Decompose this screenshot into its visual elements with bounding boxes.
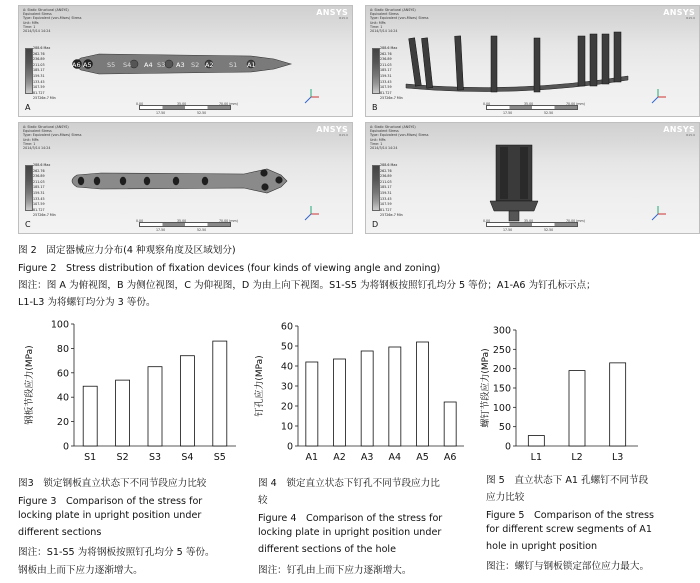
bar-a2 xyxy=(334,359,346,446)
scale-t2: 70.00 (mm) xyxy=(566,102,585,106)
zone-label-a6: A6 xyxy=(72,61,81,69)
zone-label-s2: S2 xyxy=(191,61,200,69)
fig4-en-2: locking plate in upright position under xyxy=(258,527,442,538)
fig4-cn-1: 图 4 锁定直立状态下钉孔不同节段应力比 xyxy=(258,478,440,489)
fig4-en-1: Figure 4 Comparison of the stress for xyxy=(258,513,443,524)
panel-header: A: Static Structural (ANSYS) Equivalent Stress Type: Equivalent (von-Mises) Stress Unit: MPa Time: 1 2014/3/14 14:24 xyxy=(370,8,429,34)
plate-hole-a3 xyxy=(165,60,173,68)
scale-t0: 0.00 xyxy=(136,102,144,106)
zone-label-a4: A4 xyxy=(144,61,153,69)
ansys-version: R15.0 xyxy=(339,16,348,20)
bar-s5 xyxy=(213,341,227,446)
x-tick-label-s5: S5 xyxy=(213,452,226,463)
zone-label-a5: A5 xyxy=(83,61,92,69)
zone-label-a2: A2 xyxy=(205,61,214,69)
axis-triad-icon xyxy=(649,88,667,106)
bottom-hole-7 xyxy=(260,169,267,176)
fig3-note-1: 图注：S1-S5 为将钢板按照钉孔均分 5 等份。 xyxy=(18,547,215,558)
bottom-hole-9 xyxy=(275,176,282,183)
x-tick-label-l1: L1 xyxy=(530,452,543,463)
bottom-hole-4 xyxy=(144,177,150,185)
axis-triad-icon xyxy=(302,88,320,106)
scale-t1: 35.00 xyxy=(524,219,534,223)
fea-panel-b xyxy=(365,5,700,117)
y-axis-label: 螺钉节段应力(MPa) xyxy=(481,348,491,428)
scale-t4: 52.50 xyxy=(544,111,554,115)
scale-t2: 70.00 (mm) xyxy=(219,219,238,223)
fig3-en-2: locking plate in upright position under xyxy=(18,510,202,521)
y-tick-label: 250 xyxy=(492,344,511,356)
bar-a1 xyxy=(306,362,318,446)
bar-a4 xyxy=(389,347,401,446)
zone-label-s5: S5 xyxy=(107,61,116,69)
ansys-version: R15.0 xyxy=(686,16,695,20)
panel-header: A: Static Structural (ANSYS) Equivalent Stress Type: Equivalent (von-Mises) Stress Unit: MPa Time: 1 2014/3/14 14:24 xyxy=(370,125,429,151)
fig5-en-2: for different screw segments of A1 xyxy=(486,524,652,535)
bar-s2 xyxy=(116,380,130,446)
y-tick-label: 30 xyxy=(280,381,293,393)
x-tick-label-a4: A4 xyxy=(388,452,402,463)
axis-triad-icon xyxy=(649,205,667,223)
scale-t2: 70.00 (mm) xyxy=(566,219,585,223)
scale-t2: 70.00 (mm) xyxy=(219,102,238,106)
zone-label-s1: S1 xyxy=(229,61,238,69)
bar-l3 xyxy=(610,363,626,446)
y-tick-label: 100 xyxy=(50,319,69,331)
bottom-hole-8 xyxy=(261,183,268,190)
y-axis-label: 钉孔应力(MPa) xyxy=(255,355,265,417)
stress-legend-values: 288.6 Max 262.76 236.89 211.03 185.17 159.31 133.45 107.59 81.727 25726e-7 Min xyxy=(33,46,56,101)
scale-t0: 0.00 xyxy=(483,219,491,223)
scale-t1: 35.00 xyxy=(177,219,187,223)
x-tick-label-a3: A3 xyxy=(360,452,374,463)
fig3-note-2: 钢板由上而下应力逐渐增大。 xyxy=(18,565,143,576)
fig4-cn-2: 较 xyxy=(258,495,268,506)
fig3-en-3: different sections xyxy=(18,527,102,538)
bar-l2 xyxy=(569,371,585,446)
scale-t4: 52.50 xyxy=(544,228,554,232)
ansys-logo: ANSYS xyxy=(663,8,695,17)
fig2-en-title: Figure 2 Stress distribution of fixation devices (four kinds of viewing angle and zoning) xyxy=(18,263,441,274)
bar-s1 xyxy=(83,386,97,446)
panel-label: A xyxy=(25,103,31,112)
scale-t0: 0.00 xyxy=(483,102,491,106)
stress-legend-values: 288.6 Max 262.76 236.89 211.03 185.17 159.31 133.45 107.59 81.727 25726e-7 Min xyxy=(33,163,56,218)
zone-label-a3: A3 xyxy=(176,61,185,69)
fig3-bar-chart xyxy=(18,312,240,470)
fig2-note-1: 图注：图 A 为俯视图，B 为侧位视图，C 为仰视图，D 为由上向下视图。S1-S5 为将钢板按照钉孔均分 5 等份；A1-A6 为钉孔标示点； xyxy=(18,280,596,291)
fig5-note: 图注：螺钉与钢板锁定部位应力最大。 xyxy=(486,561,650,572)
fig3-en-1: Figure 3 Comparison of the stress for xyxy=(18,496,203,507)
y-tick-label: 0 xyxy=(504,441,511,453)
scale-t1: 35.00 xyxy=(524,102,534,106)
bottom-hole-2 xyxy=(94,177,100,185)
x-tick-label-a1: A1 xyxy=(305,452,319,463)
zone-label-s3: S3 xyxy=(157,61,166,69)
fig5-en-1: Figure 5 Comparison of the stress xyxy=(486,510,655,521)
panel-label: D xyxy=(372,220,379,229)
bottom-hole-6 xyxy=(202,177,208,185)
x-tick-label-l2: L2 xyxy=(571,452,583,463)
bar-s3 xyxy=(148,367,162,446)
fig2-note-2: L1-L3 为将螺钉均分为 3 等份。 xyxy=(18,297,156,308)
scale-t4: 52.50 xyxy=(197,228,207,232)
fig4-note: 图注：钉孔由上而下应力逐渐增大。 xyxy=(258,565,412,576)
stress-legend-values: 288.6 Max 262.76 236.89 211.03 185.17 159.31 133.45 107.59 81.727 25726e-7 Min xyxy=(380,46,403,101)
bar-a3 xyxy=(361,351,373,446)
zone-label-a1: A1 xyxy=(247,61,256,69)
y-tick-label: 40 xyxy=(56,392,69,404)
bottom-hole-1 xyxy=(78,177,84,185)
x-tick-label-s4: S4 xyxy=(181,452,194,463)
y-tick-label: 150 xyxy=(492,383,511,395)
fig5-cn-2: 应力比较 xyxy=(486,492,525,503)
bottom-hole-3 xyxy=(120,177,126,185)
scale-t3: 17.50 xyxy=(156,111,166,115)
y-axis-label: 钢板节段应力(MPa) xyxy=(25,345,35,425)
bar-s4 xyxy=(180,356,194,446)
fig4-bar-chart xyxy=(250,312,472,470)
fea-panel-a xyxy=(18,5,353,117)
y-tick-label: 20 xyxy=(280,401,293,413)
x-tick-label-s3: S3 xyxy=(148,452,162,463)
x-tick-label-a2: A2 xyxy=(333,452,346,463)
panel-header: A: Static Structural (ANSYS) Equivalent Stress Type: Equivalent (von-Mises) Stress Unit: MPa Time: 1 2014/3/14 14:24 xyxy=(23,125,82,151)
fig5-cn-1: 图 5 直立状态下 A1 孔螺钉不同节段 xyxy=(486,475,649,486)
zone-label-s4: S4 xyxy=(123,61,132,69)
ansys-version: R15.0 xyxy=(339,133,348,137)
bottom-hole-5 xyxy=(173,177,179,185)
fea-panel-c xyxy=(18,122,353,234)
fig4-en-3: different sections of the hole xyxy=(258,544,397,555)
ansys-logo: ANSYS xyxy=(316,8,348,17)
fea-panel-d xyxy=(365,122,700,234)
x-tick-label-a6: A6 xyxy=(443,452,457,463)
scale-t0: 0.00 xyxy=(136,219,144,223)
stress-legend-values: 288.6 Max 262.76 236.89 211.03 185.17 159.31 133.45 107.59 81.727 25726e-7 Min xyxy=(380,163,403,218)
y-tick-label: 0 xyxy=(62,441,69,453)
y-tick-label: 10 xyxy=(280,421,293,433)
bar-l1 xyxy=(528,436,544,446)
ansys-logo: ANSYS xyxy=(663,125,695,134)
fig5-bar-chart xyxy=(478,312,700,470)
ansys-version: R15.0 xyxy=(686,133,695,137)
scale-t3: 17.50 xyxy=(503,228,513,232)
y-tick-label: 20 xyxy=(56,417,69,429)
y-tick-label: 0 xyxy=(286,441,293,453)
y-tick-label: 50 xyxy=(280,341,293,353)
y-tick-label: 60 xyxy=(280,321,293,333)
panel-label: C xyxy=(25,220,31,229)
panel-header: A: Static Structural (ANSYS) Equivalent Stress Type: Equivalent (von-Mises) Stress Unit: MPa Time: 1 2014/3/14 14:24 xyxy=(23,8,82,34)
axis-triad-icon xyxy=(302,205,320,223)
bar-a6 xyxy=(444,402,456,446)
scale-t3: 17.50 xyxy=(503,111,513,115)
fig3-cn-title: 图3 锁定钢板直立状态下不同节段应力比较 xyxy=(18,478,207,489)
bar-a5 xyxy=(417,342,429,446)
x-tick-label-s1: S1 xyxy=(84,452,97,463)
panel-label: B xyxy=(372,103,378,112)
y-tick-label: 80 xyxy=(56,343,69,355)
x-tick-label-s2: S2 xyxy=(116,452,129,463)
y-tick-label: 60 xyxy=(56,368,69,380)
y-tick-label: 40 xyxy=(280,361,293,373)
y-tick-label: 300 xyxy=(492,325,511,337)
ansys-logo: ANSYS xyxy=(316,125,348,134)
y-tick-label: 50 xyxy=(498,422,511,434)
scale-t3: 17.50 xyxy=(156,228,166,232)
x-tick-label-l3: L3 xyxy=(611,452,624,463)
scale-t1: 35.00 xyxy=(177,102,187,106)
scale-t4: 52.50 xyxy=(197,111,207,115)
y-tick-label: 100 xyxy=(492,402,511,414)
fig2-cn-title: 图 2 固定器械应力分布(4 种观察角度及区域划分) xyxy=(18,245,236,256)
fig5-en-3: hole in upright position xyxy=(486,541,598,552)
y-tick-label: 200 xyxy=(492,364,511,376)
x-tick-label-a5: A5 xyxy=(416,452,429,463)
